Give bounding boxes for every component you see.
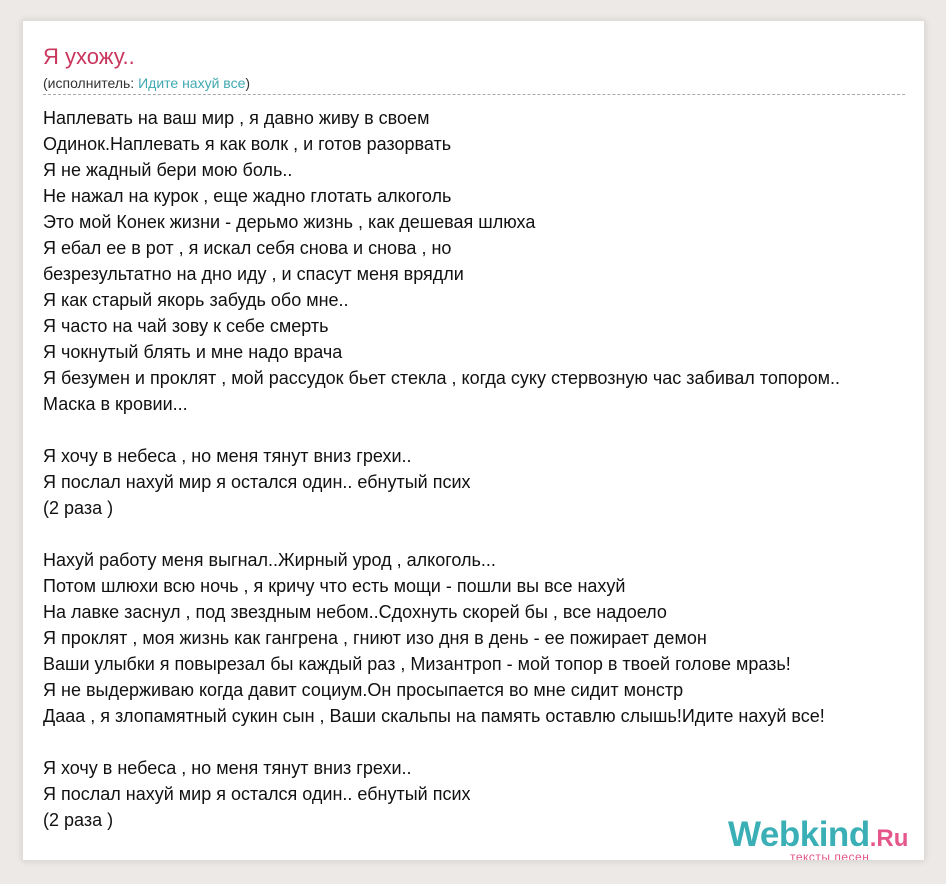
lyrics-line: Я часто на чай зову к себе смерть xyxy=(43,316,329,336)
lyrics-line: Я не выдерживаю когда давит социум.Он просыпается во мне сидит монстр xyxy=(43,680,684,700)
lyrics-line: Маска в кровии... xyxy=(43,394,188,414)
lyrics-card xyxy=(22,20,925,861)
logo-wordmark: Webkind xyxy=(728,815,870,854)
byline-suffix: ) xyxy=(245,75,251,91)
lyrics-stanza xyxy=(43,443,925,521)
lyrics-line: Нахуй работу меня выгнал..Жирный урод , алкоголь... xyxy=(43,550,496,570)
lyrics-line: Я не жадный бери мою боль.. xyxy=(43,160,293,180)
lyrics-line: безрезультатно на дно иду , и спасут меня врядли xyxy=(43,264,464,284)
artist-link[interactable]: Идите нахуй все xyxy=(138,75,246,91)
lyrics-line: (2 раза ) xyxy=(43,498,114,518)
lyrics-stanza xyxy=(43,547,925,729)
lyrics-stanza xyxy=(43,105,925,417)
lyrics-line: Я ебал ее в рот , я искал себя снова и снова , но xyxy=(43,238,452,258)
logo-tld: .Ru xyxy=(869,825,909,852)
logo-tagline: тексты песен xyxy=(790,850,870,861)
byline-prefix: (исполнитель: xyxy=(43,75,139,91)
lyrics-line: Наплевать на ваш мир , я давно живу в своем xyxy=(43,108,430,128)
artist-byline xyxy=(43,74,250,92)
lyrics-line: Я послал нахуй мир я остался один.. ебнутый псих xyxy=(43,472,471,492)
lyrics-line: Я хочу в небеса , но меня тянут вниз грехи.. xyxy=(43,446,412,466)
lyrics-line: Я проклят , моя жизнь как гангрена , гниют изо дня в день - ее пожирает демон xyxy=(43,628,707,648)
title-divider xyxy=(43,94,905,95)
lyrics-body xyxy=(43,105,925,859)
lyrics-line: Я хочу в небеса , но меня тянут вниз грехи.. xyxy=(43,758,412,778)
lyrics-line: Не нажал на курок , еще жадно глотать алкоголь xyxy=(43,186,452,206)
song-title: Я ухожу.. xyxy=(43,44,135,69)
site-logo[interactable] xyxy=(728,815,909,861)
lyrics-line: Дааа , я злопамятный сукин сын , Ваши скальпы на память оставлю слышь!Идите нахуй все! xyxy=(43,706,825,726)
lyrics-line: Одинок.Наплевать я как волк , и готов разорвать xyxy=(43,134,452,154)
lyrics-line: Это мой Конек жизни - дерьмо жизнь , как дешевая шлюха xyxy=(43,212,536,232)
lyrics-line: Я безумен и проклят , мой рассудок бьет стекла , когда суку стервозную час забивал топором.. xyxy=(43,368,841,388)
lyrics-line: Потом шлюхи всю ночь , я кричу что есть мощи - пошли вы все нахуй xyxy=(43,576,626,596)
lyrics-line: (2 раза ) xyxy=(43,810,114,830)
lyrics-line: Я послал нахуй мир я остался один.. ебнутый псих xyxy=(43,784,471,804)
lyrics-line: Я чокнутый блять и мне надо врача xyxy=(43,342,343,362)
lyrics-line: Я как старый якорь забудь обо мне.. xyxy=(43,290,349,310)
lyrics-line: Ваши улыбки я повырезал бы каждый раз , Мизантроп - мой топор в твоей голове мразь! xyxy=(43,654,791,674)
lyrics-line: На лавке заснул , под звездным небом..Сдохнуть скорей бы , все надоело xyxy=(43,602,667,622)
